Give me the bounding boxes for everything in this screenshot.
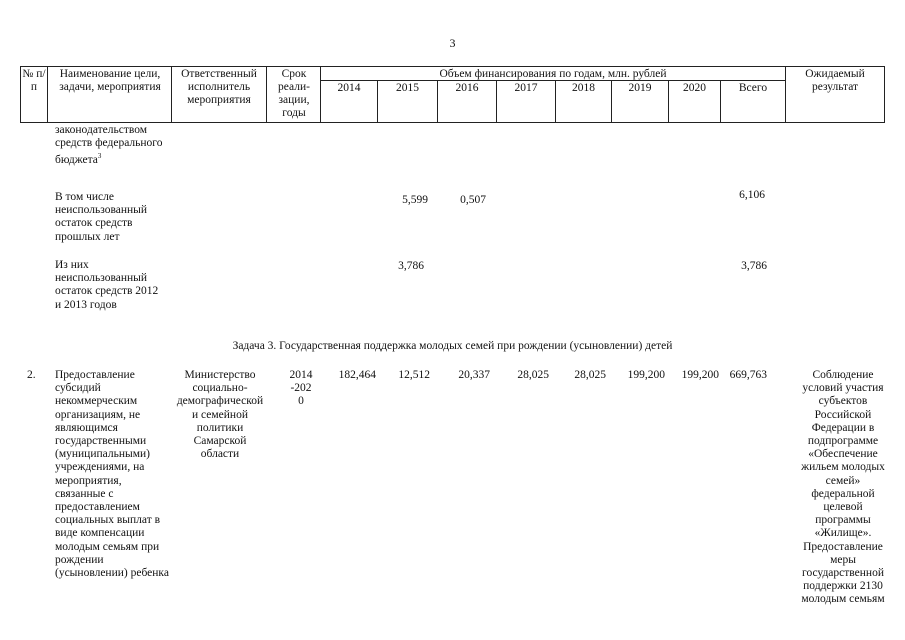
header-year-2018: 2018 xyxy=(572,82,595,94)
table-row-name: В том числе неиспользованный остаток средств прошлых лет xyxy=(55,191,148,243)
item-value-2017: 28,025 xyxy=(517,369,549,381)
item-value-2018: 28,025 xyxy=(574,369,606,381)
item-number: 2. xyxy=(27,369,36,381)
item-result: Соблюдение условий участия субъектов Российской Федерации в подпрограмме «Обеспечение жильем молодых семей» федеральной целевой программы «Жилище». Предоставление меры государственной поддержки 2130 молодым семьям xyxy=(801,369,885,606)
header-year-2014: 2014 xyxy=(337,82,361,94)
header-year-2015: 2015 xyxy=(396,82,419,94)
item-responsible: Министерство социально-демографической и семейной политики Самарской области xyxy=(176,369,264,461)
header-col-responsible: Ответственный исполнитель мероприятия xyxy=(181,68,257,106)
item-value-2016: 20,337 xyxy=(458,369,490,381)
header-year-2020: 2020 xyxy=(683,82,706,94)
header-year-2019: 2019 xyxy=(628,82,652,94)
page-number: 3 xyxy=(449,36,456,50)
table-cell-total: 3,786 xyxy=(741,260,767,272)
header-col-number: № п/п xyxy=(22,68,46,93)
header-total: Всего xyxy=(738,82,768,94)
item-value-2014: 182,464 xyxy=(338,369,376,381)
table-cell-2015: 3,786 xyxy=(398,260,424,272)
table-row-name: Из них неиспользованный остаток средств 2012 и 2013 годов xyxy=(55,259,159,311)
header-col-name: Наименование цели, задачи, мероприятия xyxy=(59,68,161,93)
table-cell-total: 6,106 xyxy=(739,189,765,201)
table-row-name: законодательством средств федерального бюджета$^3$ xyxy=(55,124,163,167)
item-name: Предоставление субсидий некоммерческим организациям, не являющимся государственными (муниципальными) учреждениями, на мероприятия, связанные с предоставлением социальных выплат в виде компенсации молодым семьям при рождении (усыновлении) ребенка xyxy=(55,369,169,580)
item-value-2020: 199,200 xyxy=(681,369,719,381)
table-cell-2015: 5,599 xyxy=(402,194,428,206)
header-year-2016: 2016 xyxy=(455,82,479,94)
header-year-2017: 2017 xyxy=(514,82,538,94)
header-col-result: Ожидаемый результат xyxy=(805,68,865,93)
header-col-term: Срок реали-зации, годы xyxy=(278,68,310,119)
item-value-2015: 12,512 xyxy=(398,369,430,381)
item-value-2019: 199,200 xyxy=(627,369,665,381)
item-term: 2014-2020 xyxy=(289,369,313,408)
header-col-funding: Объем финансирования по годам, млн. рублей xyxy=(439,68,667,80)
task-heading: Задача 3. Государственная поддержка молодых семей при рождении (усыновлении) детей xyxy=(232,340,673,352)
item-value-total: 669,763 xyxy=(729,369,767,381)
table-cell-2016: 0,507 xyxy=(460,194,486,206)
